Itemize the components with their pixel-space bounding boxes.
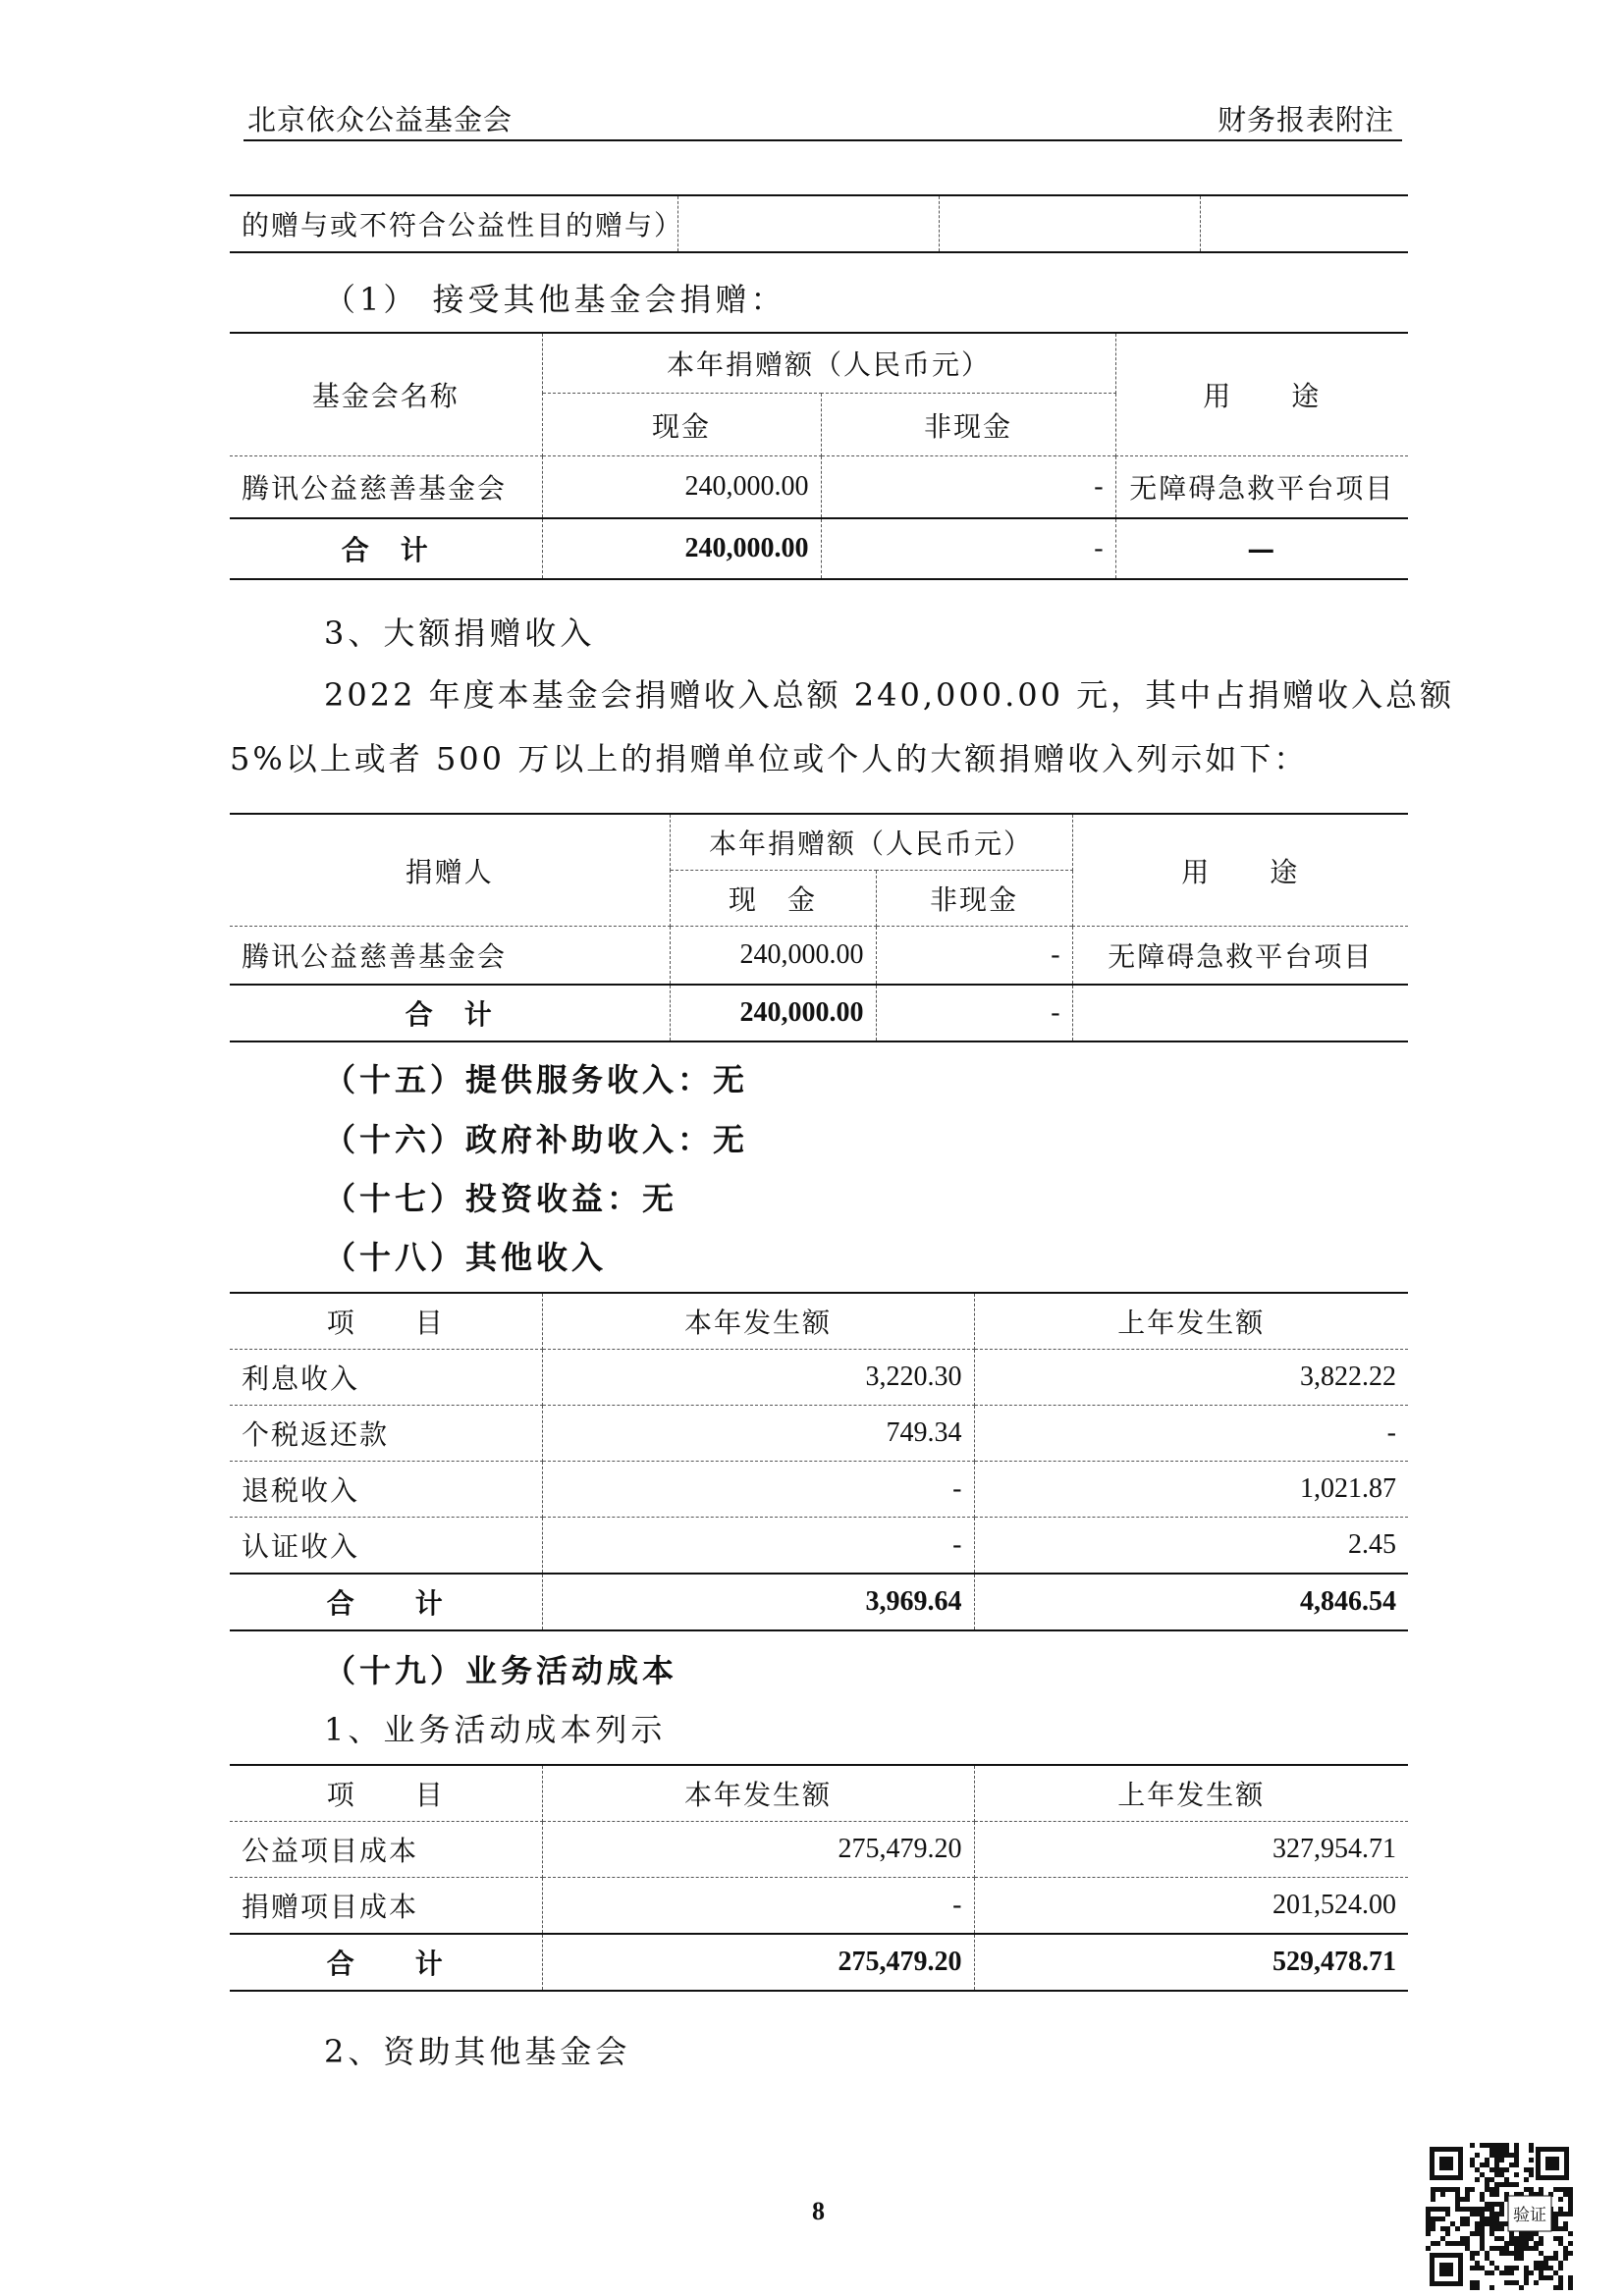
section-19-sub2: 2、资助其他基金会 <box>324 2033 631 2070</box>
carry-over-table <box>230 194 1408 253</box>
col-previous-year: 上年发生额 <box>974 1293 1408 1350</box>
section-18-heading: （十八）其他收入 <box>324 1239 608 1276</box>
table-row: 公益项目成本 275,479.20 327,954.71 <box>230 1822 1408 1878</box>
table-row: 退税收入 - 1,021.87 <box>230 1462 1408 1518</box>
col-donor: 捐赠人 <box>230 814 670 927</box>
header-doc-title: 财务报表附注 <box>1217 103 1394 136</box>
section-16-heading: （十六）政府补助收入：无 <box>324 1121 749 1158</box>
col-use: 用 途 <box>1115 333 1408 456</box>
col-cash: 现金 <box>542 394 821 456</box>
table-total-row: 合 计 240,000.00 - — <box>230 518 1408 579</box>
table-row: 利息收入 3,220.30 3,822.22 <box>230 1350 1408 1406</box>
section-1-heading: （1） 接受其他基金会捐赠： <box>324 281 786 318</box>
col-use: 用 途 <box>1072 814 1408 927</box>
section-17-heading: （十七）投资收益：无 <box>324 1180 678 1217</box>
table-row: 腾讯公益慈善基金会 240,000.00 - 无障碍急救平台项目 <box>230 456 1408 519</box>
header-org: 北京依众公益基金会 <box>247 103 514 136</box>
section-3-heading: 3、大额捐赠收入 <box>324 614 596 652</box>
section-3-line2: 5%以上或者 500 万以上的捐赠单位或个人的大额捐赠收入列示如下： <box>230 740 1309 777</box>
table-row: 腾讯公益慈善基金会 240,000.00 - 无障碍急救平台项目 <box>230 927 1408 986</box>
table-total-row: 合 计 240,000.00 - <box>230 985 1408 1041</box>
col-noncash: 非现金 <box>821 394 1115 456</box>
col-current-year: 本年发生额 <box>542 1293 974 1350</box>
table-row: 捐赠项目成本 - 201,524.00 <box>230 1878 1408 1935</box>
col-noncash: 非现金 <box>876 871 1072 927</box>
qr-code-icon[interactable] <box>1426 2143 1573 2290</box>
section-19-sub1: 1、业务活动成本列示 <box>324 1711 667 1748</box>
col-cash: 现 金 <box>670 871 876 927</box>
col-foundation-name: 基金会名称 <box>230 333 542 456</box>
table-total-row: 合 计 275,479.20 529,478.71 <box>230 1934 1408 1991</box>
col-previous-year: 上年发生额 <box>974 1765 1408 1822</box>
col-item: 项 目 <box>230 1765 542 1822</box>
qr-code-graphic <box>1426 2143 1573 2290</box>
table-row: 认证收入 - 2.45 <box>230 1518 1408 1575</box>
table-total-row: 合 计 3,969.64 4,846.54 <box>230 1574 1408 1630</box>
foundation-donation-table <box>230 332 1408 580</box>
other-income-table <box>230 1292 1408 1631</box>
business-cost-table <box>230 1764 1408 1992</box>
major-donation-table <box>230 813 1408 1042</box>
qr-stamp-text: 验证 <box>1513 2206 1546 2225</box>
table-row: 个税返还款 749.34 - <box>230 1406 1408 1462</box>
section-19-heading: （十九）业务活动成本 <box>324 1652 678 1689</box>
page-header <box>244 94 1402 141</box>
page-number: 8 <box>812 2197 825 2225</box>
section-3-line1: 2022 年度本基金会捐赠收入总额 240,000.00 元，其中占捐赠收入总额 <box>324 676 1455 714</box>
col-donation-amount: 本年捐赠额（人民币元） <box>542 333 1115 394</box>
col-item: 项 目 <box>230 1293 542 1350</box>
carry-over-text: 的赠与或不符合公益性目的赠与） <box>230 195 677 252</box>
col-donation-amount: 本年捐赠额（人民币元） <box>670 814 1072 871</box>
section-15-heading: （十五）提供服务收入：无 <box>324 1061 749 1098</box>
col-current-year: 本年发生额 <box>542 1765 974 1822</box>
